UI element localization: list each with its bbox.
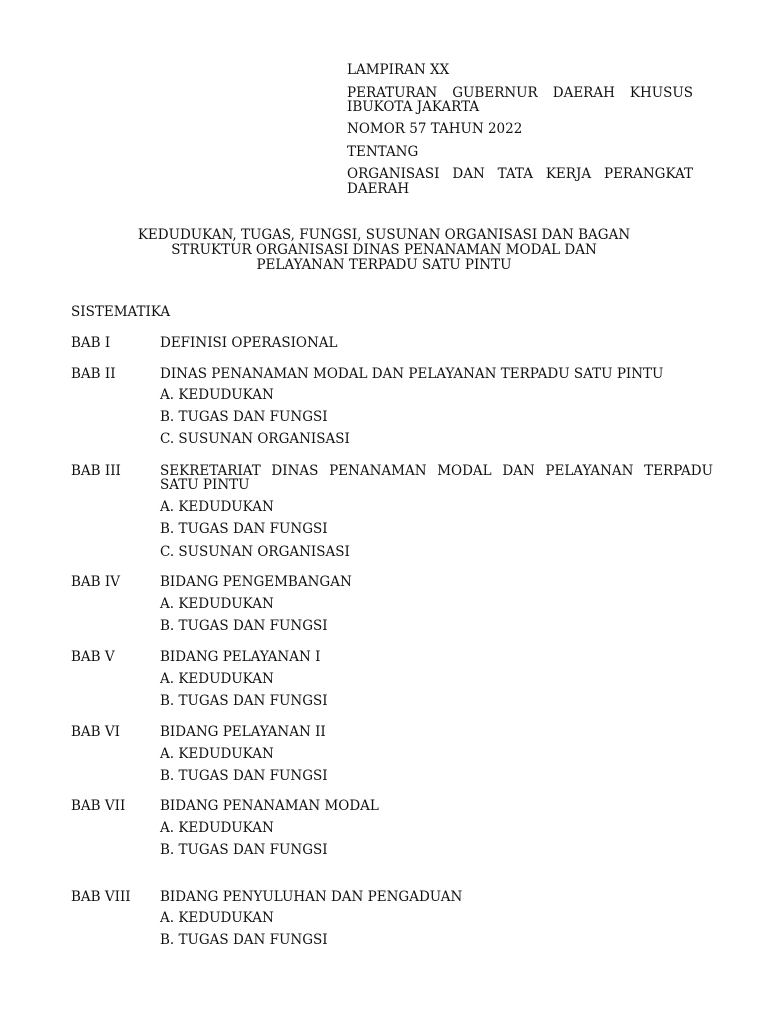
bab-title: DEFINISI OPERASIONAL [160, 335, 338, 351]
bab-label: BAB I [71, 335, 111, 351]
bab-title: BIDANG PELAYANAN II [160, 724, 326, 740]
bab-label: BAB VIII [71, 889, 131, 905]
bab-sub-item: A. KEDUDUKAN [160, 820, 274, 836]
bab-sub-item: A. KEDUDUKAN [160, 596, 274, 612]
document-title-line-1: KEDUDUKAN, TUGAS, FUNGSI, SUSUNAN ORGANISASI DAN BAGAN [137, 227, 631, 243]
bab-sub-item: A. KEDUDUKAN [160, 910, 274, 926]
bab-sub-item: C. SUSUNAN ORGANISASI [160, 544, 350, 560]
bab-sub-item: A. KEDUDUKAN [160, 499, 274, 515]
bab-sub-item: B. TUGAS DAN FUNGSI [160, 409, 328, 425]
bab-label: BAB VI [71, 724, 120, 740]
nomor-label: NOMOR 57 TAHUN 2022 [347, 121, 523, 137]
bab-title-line-2: SATU PINTU [160, 477, 250, 493]
lampiran-label: LAMPIRAN XX [347, 62, 450, 78]
tentang-label: TENTANG [347, 144, 419, 160]
bab-sub-item: B. TUGAS DAN FUNGSI [160, 618, 328, 634]
bab-title: BIDANG PENGEMBANGAN [160, 574, 352, 590]
bab-sub-item: A. KEDUDUKAN [160, 671, 274, 687]
bab-title: BIDANG PENYULUHAN DAN PENGADUAN [160, 889, 463, 905]
bab-label: BAB III [71, 463, 121, 479]
peraturan-line-1: PERATURAN GUBERNUR DAERAH KHUSUS [347, 85, 693, 101]
bab-label: BAB VII [71, 798, 126, 814]
bab-sub-item: B. TUGAS DAN FUNGSI [160, 842, 328, 858]
bab-sub-item: B. TUGAS DAN FUNGSI [160, 693, 328, 709]
bab-label: BAB II [71, 366, 116, 382]
bab-sub-item: B. TUGAS DAN FUNGSI [160, 932, 328, 948]
bab-label: BAB V [71, 649, 115, 665]
bab-title: SEKRETARIAT DINAS PENANAMAN MODAL DAN PELAYANAN TERPADU [160, 463, 713, 479]
bab-label: BAB IV [71, 574, 120, 590]
document-title-line-2: STRUKTUR ORGANISASI DINAS PENANAMAN MODAL DAN [171, 242, 597, 258]
bab-sub-item: C. SUSUNAN ORGANISASI [160, 431, 350, 447]
document-title-line-3: PELAYANAN TERPADU SATU PINTU [256, 257, 512, 273]
bab-sub-item: A. KEDUDUKAN [160, 387, 274, 403]
subject-line-2: DAERAH [347, 181, 410, 197]
subject-line-1: ORGANISASI DAN TATA KERJA PERANGKAT [347, 166, 693, 182]
bab-sub-item: B. TUGAS DAN FUNGSI [160, 768, 328, 784]
peraturan-line-2: IBUKOTA JAKARTA [347, 99, 480, 115]
bab-title: DINAS PENANAMAN MODAL DAN PELAYANAN TERPADU SATU PINTU [160, 366, 664, 382]
bab-sub-item: A. KEDUDUKAN [160, 746, 274, 762]
bab-title: BIDANG PENANAMAN MODAL [160, 798, 379, 814]
sistematika-heading: SISTEMATIKA [71, 304, 171, 320]
bab-title: BIDANG PELAYANAN I [160, 649, 321, 665]
bab-sub-item: B. TUGAS DAN FUNGSI [160, 521, 328, 537]
